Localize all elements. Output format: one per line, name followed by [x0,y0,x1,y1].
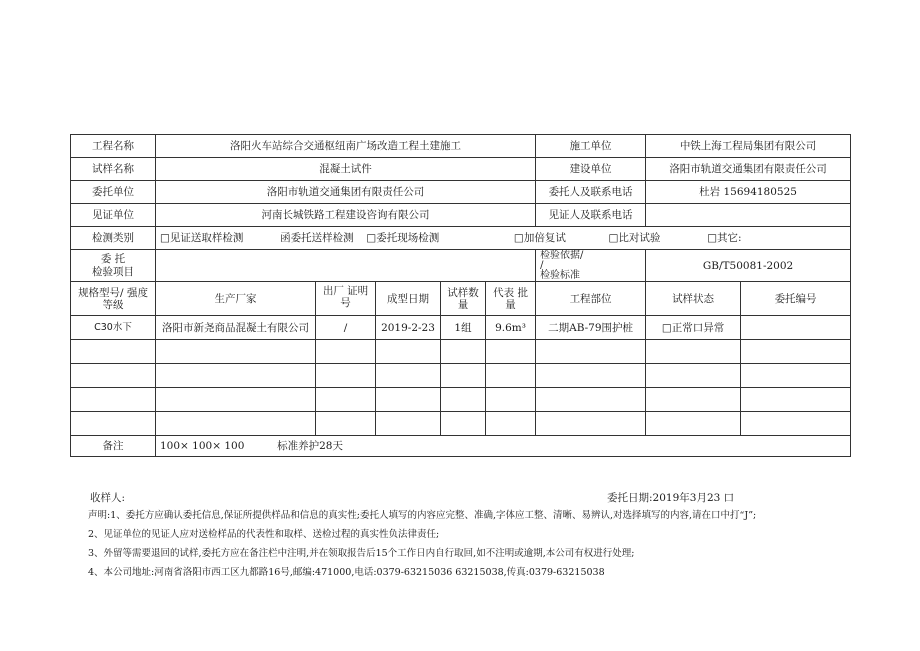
row-test-type [71,227,851,250]
header-spec: 规格型号/ 强度等级 [71,282,156,316]
row-witness [71,204,851,227]
items-value [156,250,536,282]
table-row [71,340,851,364]
builder-label: 建设单位 [536,158,646,181]
basis-label: 检验依据/ / 检验标准 [536,250,646,282]
row-items [71,250,851,282]
header-maker: 生产厂家 [156,282,316,316]
witness-contact-value [646,204,851,227]
witness-label: 见证单位 [71,204,156,227]
client-label: 委托单位 [71,181,156,204]
project-value: 洛阳火车站综合交通枢纽南广场改造工程土建施工 [156,135,536,158]
remarks-curing: 标准养护28天 [277,440,343,452]
header-date: 成型日期 [376,282,441,316]
table-row [71,316,851,340]
option-onsite-test[interactable]: □委托现场检测 [366,232,440,244]
test-type-options [156,227,851,250]
sample-value: 混凝土试件 [156,158,536,181]
contractor-value: 中铁上海工程局集团有限公司 [646,135,851,158]
cell-spec: C30水下 [71,316,156,340]
cell-state[interactable]: □正常口异常 [646,316,741,340]
entrust-date: 委托日期:2019年3月23 口 [607,492,735,504]
cell-batch: 9.6m³ [486,316,536,340]
client-value: 洛阳市轨道交通集团有限责任公司 [156,181,536,204]
header-batch: 代表 批量 [486,282,536,316]
option-double-retest[interactable]: □加倍复试 [513,232,566,244]
remarks-size: 100× 100× 100 [160,440,245,452]
client-contact-value: 杜岩 15694180525 [646,181,851,204]
note-3: 3、外留等需要退回的试样,委托方应在备注栏中注明,并在领取报告后15个工作日内自行取回,如不注明或逾期,本公司有权进行处理; [88,548,635,559]
table-row [71,412,851,436]
note-1: 声明:1、委托方应确认委托信息,保证所提供样品和信息的真实性;委托人填写的内容应完整、准确,字体应工整、清晰、易辨认,对选择填写的内容,请在口中打“J”; [88,510,757,521]
row-remarks [71,436,851,457]
note-2: 2、见证单位的见证人应对送检样品的代表性和取样、送检过程的真实性负法律责任; [88,529,440,540]
receiver-label: 收样人: [90,492,126,504]
option-comparison-test[interactable]: □比对试验 [608,232,661,244]
remarks-label: 备注 [71,436,156,457]
note-4: 4、本公司地址:河南省洛阳市西工区九都路16号,邮编:471000,电话:0379-63215036 63215038,传真:0379-63215038 [88,567,605,578]
row-sample [71,158,851,181]
project-label: 工程名称 [71,135,156,158]
witness-contact-label: 见证人及联系电话 [536,204,646,227]
header-no: 委托编号 [741,282,851,316]
client-contact-label: 委托人及联系电话 [536,181,646,204]
declaration-notes [88,506,848,582]
row-project [71,135,851,158]
cell-no [741,316,851,340]
table-row [71,388,851,412]
cell-part: 二期AB-79围护桩 [536,316,646,340]
basis-value: GB/T50081-2002 [646,250,851,282]
sample-label: 试样名称 [71,158,156,181]
option-witness-sampling[interactable]: □见证送取样检测 [160,232,244,244]
cell-qty: 1组 [441,316,486,340]
cell-maker: 洛阳市新尧商品混凝土有限公司 [156,316,316,340]
header-row [71,282,851,316]
header-state: 试样状态 [646,282,741,316]
items-label: 委 托 检验项目 [71,250,156,282]
header-qty: 试样数量 [441,282,486,316]
cell-cert: / [316,316,376,340]
test-type-label: 检测类别 [71,227,156,250]
cell-date: 2019-2-23 [376,316,441,340]
option-entrust-sending[interactable]: 函委托送样检测 [280,232,354,244]
entrust-form [70,134,850,457]
builder-value: 洛阳市轨道交通集团有限责任公司 [646,158,851,181]
row-client [71,181,851,204]
entrust-table [70,134,851,457]
header-cert: 出厂 证明号 [316,282,376,316]
remarks-value [156,436,851,457]
witness-value: 河南长城铁路工程建设咨询有限公司 [156,204,536,227]
contractor-label: 施工单位 [536,135,646,158]
option-other[interactable]: □其它: [707,232,742,244]
header-part: 工程部位 [536,282,646,316]
table-row [71,364,851,388]
